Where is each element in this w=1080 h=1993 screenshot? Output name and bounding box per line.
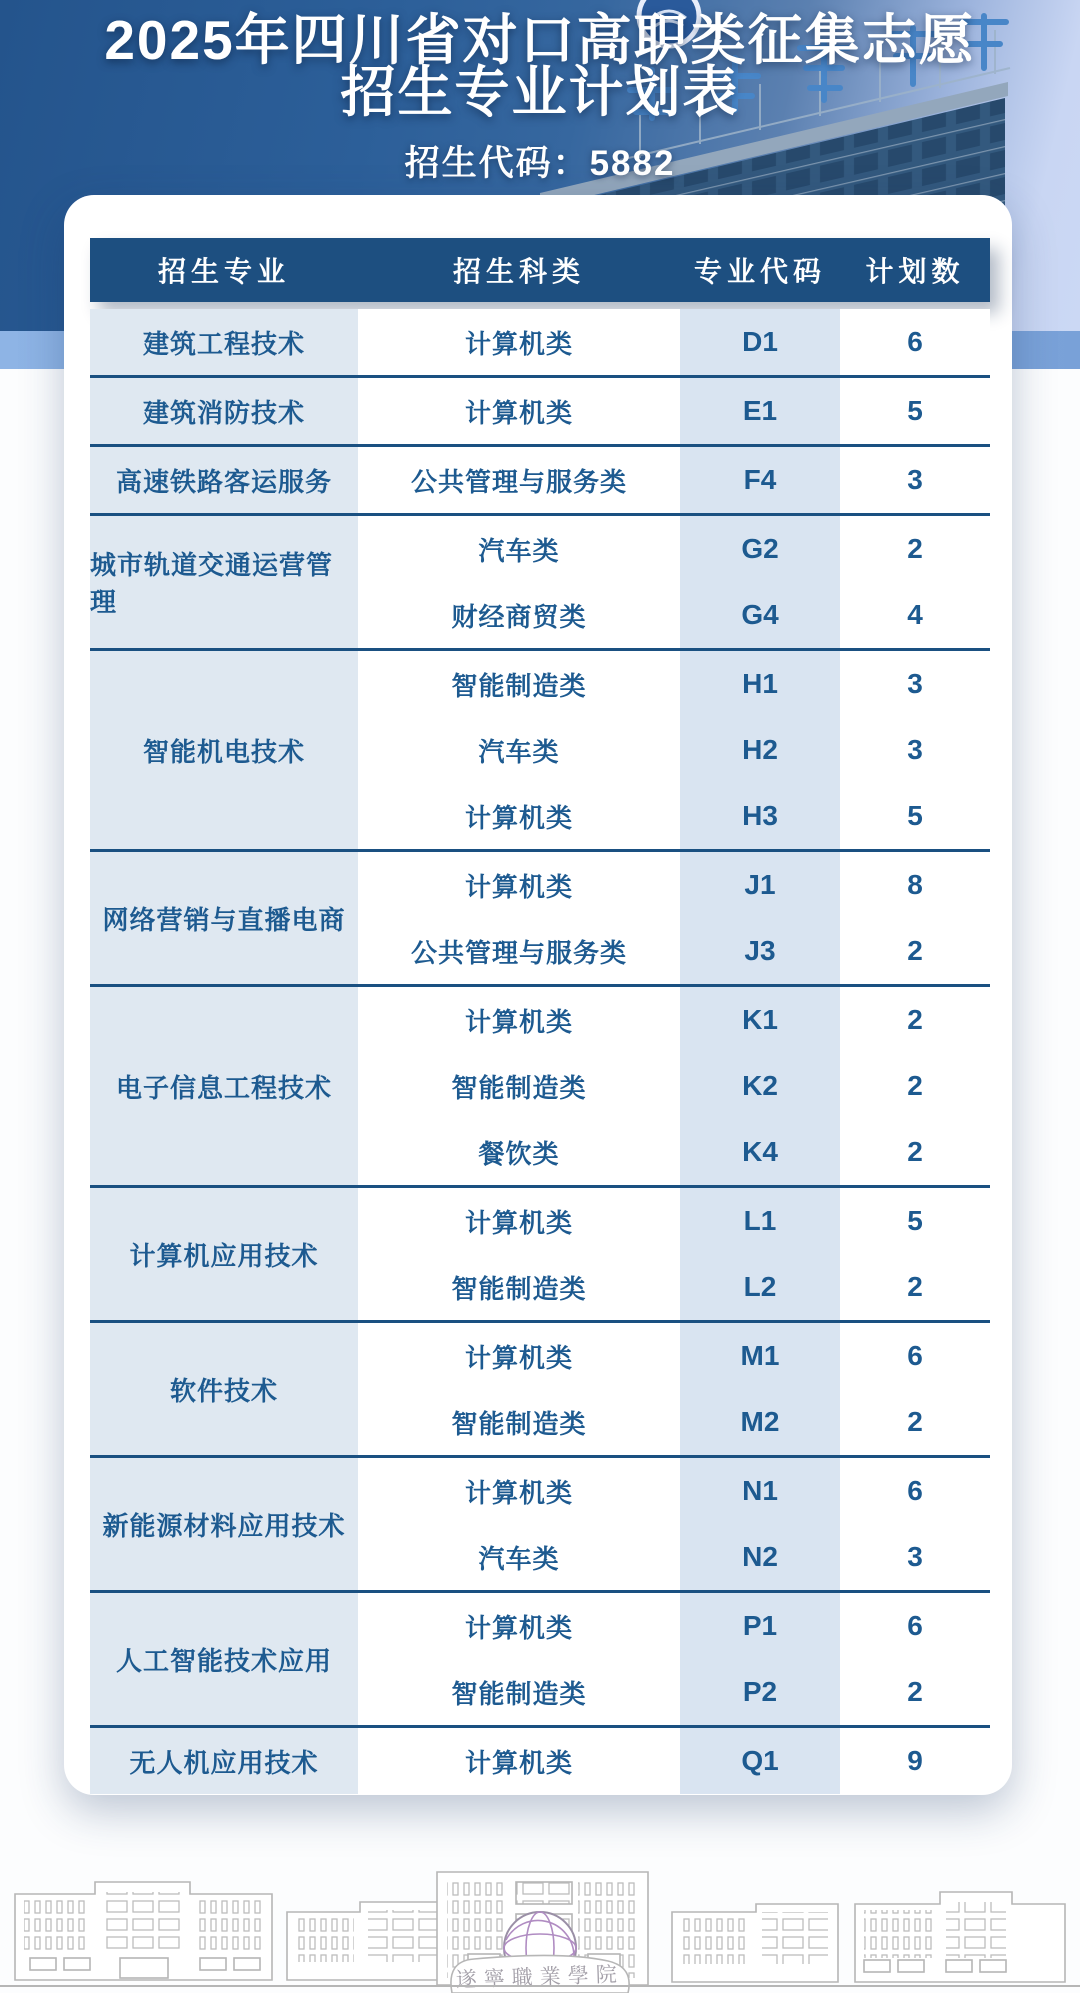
code-cell: H2 xyxy=(680,717,840,783)
category-cell: 智能制造类 xyxy=(358,1389,680,1455)
category-cell: 汽车类 xyxy=(358,516,680,582)
count-cell: 2 xyxy=(840,1053,990,1119)
title-line-1: 2025年四川省对口高职类征集志愿 xyxy=(104,9,976,71)
count-cell: 2 xyxy=(840,987,990,1053)
code-cell: K4 xyxy=(680,1119,840,1185)
count-cell: 4 xyxy=(840,582,990,648)
category-cell: 智能制造类 xyxy=(358,1053,680,1119)
major-cell: 新能源材料应用技术 xyxy=(90,1458,358,1590)
category-cell: 汽车类 xyxy=(358,717,680,783)
category-cell: 汽车类 xyxy=(358,1524,680,1590)
category-cell: 计算机类 xyxy=(358,1593,680,1659)
code-cell: P1 xyxy=(680,1593,840,1659)
count-cell: 2 xyxy=(840,516,990,582)
count-cell: 5 xyxy=(840,783,990,849)
major-group xyxy=(90,513,990,648)
major-group xyxy=(90,984,990,1185)
major-group xyxy=(90,1185,990,1320)
plan-table xyxy=(90,238,990,1794)
category-cell: 智能制造类 xyxy=(358,651,680,717)
code-cell: M2 xyxy=(680,1389,840,1455)
count-cell: 3 xyxy=(840,447,990,513)
major-group xyxy=(90,1320,990,1455)
category-cell: 计算机类 xyxy=(358,1188,680,1254)
code-cell: K1 xyxy=(680,987,840,1053)
category-cell: 计算机类 xyxy=(358,987,680,1053)
code-cell: G4 xyxy=(680,582,840,648)
plan-table-header xyxy=(90,238,990,302)
category-cell: 计算机类 xyxy=(358,378,680,444)
count-cell: 3 xyxy=(840,651,990,717)
count-cell: 2 xyxy=(840,1254,990,1320)
code-cell: Q1 xyxy=(680,1728,840,1794)
code-cell: L2 xyxy=(680,1254,840,1320)
major-cell: 建筑工程技术 xyxy=(90,309,358,375)
major-cell: 网络营销与直播电商 xyxy=(90,852,358,984)
major-group xyxy=(90,1590,990,1725)
stone-calligraphy-text: 遂寧職業學院 xyxy=(455,1962,625,1992)
count-cell: 8 xyxy=(840,852,990,918)
category-cell: 计算机类 xyxy=(358,1458,680,1524)
code-cell: H3 xyxy=(680,783,840,849)
code-cell: J3 xyxy=(680,918,840,984)
major-group xyxy=(90,309,990,375)
column-header-3: 专业代码 xyxy=(693,256,826,287)
major-group xyxy=(90,648,990,849)
code-cell: L1 xyxy=(680,1188,840,1254)
major-cell: 城市轨道交通运营管理 xyxy=(90,516,358,648)
category-cell: 公共管理与服务类 xyxy=(358,447,680,513)
campus-footer-illustration xyxy=(0,1808,1080,1993)
code-cell: J1 xyxy=(680,852,840,918)
code-cell: N2 xyxy=(680,1524,840,1590)
major-cell: 智能机电技术 xyxy=(90,651,358,849)
major-cell: 计算机应用技术 xyxy=(90,1188,358,1320)
code-cell: P2 xyxy=(680,1659,840,1725)
count-cell: 6 xyxy=(840,1593,990,1659)
count-cell: 2 xyxy=(840,1119,990,1185)
category-cell: 计算机类 xyxy=(358,1728,680,1794)
category-cell: 计算机类 xyxy=(358,852,680,918)
major-group xyxy=(90,444,990,513)
category-cell: 计算机类 xyxy=(358,309,680,375)
category-cell: 公共管理与服务类 xyxy=(358,918,680,984)
count-cell: 2 xyxy=(840,1389,990,1455)
count-cell: 6 xyxy=(840,309,990,375)
code-cell: F4 xyxy=(680,447,840,513)
category-cell: 计算机类 xyxy=(358,783,680,849)
count-cell: 6 xyxy=(840,1458,990,1524)
code-cell: K2 xyxy=(680,1053,840,1119)
code-cell: H1 xyxy=(680,651,840,717)
category-cell: 智能制造类 xyxy=(358,1254,680,1320)
poster-title xyxy=(0,9,1080,123)
column-header-2: 招生科类 xyxy=(452,256,585,287)
major-group xyxy=(90,1725,990,1794)
title-line-2: 招生专业计划表 xyxy=(340,61,740,123)
name-stone xyxy=(451,1955,629,1993)
major-group xyxy=(90,1455,990,1590)
count-cell: 6 xyxy=(840,1323,990,1389)
column-header-4: 计划数 xyxy=(865,256,965,287)
count-cell: 5 xyxy=(840,1188,990,1254)
count-cell: 9 xyxy=(840,1728,990,1794)
plan-card xyxy=(64,195,1012,1795)
major-cell: 建筑消防技术 xyxy=(90,378,358,444)
code-cell: D1 xyxy=(680,309,840,375)
major-cell: 电子信息工程技术 xyxy=(90,987,358,1185)
major-cell: 软件技术 xyxy=(90,1323,358,1455)
plan-table-body xyxy=(90,309,990,1794)
code-cell: G2 xyxy=(680,516,840,582)
count-cell: 2 xyxy=(840,918,990,984)
category-cell: 餐饮类 xyxy=(358,1119,680,1185)
enrollment-code: 招生代码：5882 xyxy=(404,144,676,183)
major-cell: 无人机应用技术 xyxy=(90,1728,358,1794)
major-group xyxy=(90,849,990,984)
code-cell: E1 xyxy=(680,378,840,444)
major-cell: 高速铁路客运服务 xyxy=(90,447,358,513)
count-cell: 3 xyxy=(840,1524,990,1590)
category-cell: 财经商贸类 xyxy=(358,582,680,648)
major-group xyxy=(90,375,990,444)
column-header-1: 招生专业 xyxy=(157,256,290,287)
category-cell: 计算机类 xyxy=(358,1323,680,1389)
count-cell: 3 xyxy=(840,717,990,783)
category-cell: 智能制造类 xyxy=(358,1659,680,1725)
code-cell: M1 xyxy=(680,1323,840,1389)
code-cell: N1 xyxy=(680,1458,840,1524)
count-cell: 2 xyxy=(840,1659,990,1725)
count-cell: 5 xyxy=(840,378,990,444)
major-cell: 人工智能技术应用 xyxy=(90,1593,358,1725)
